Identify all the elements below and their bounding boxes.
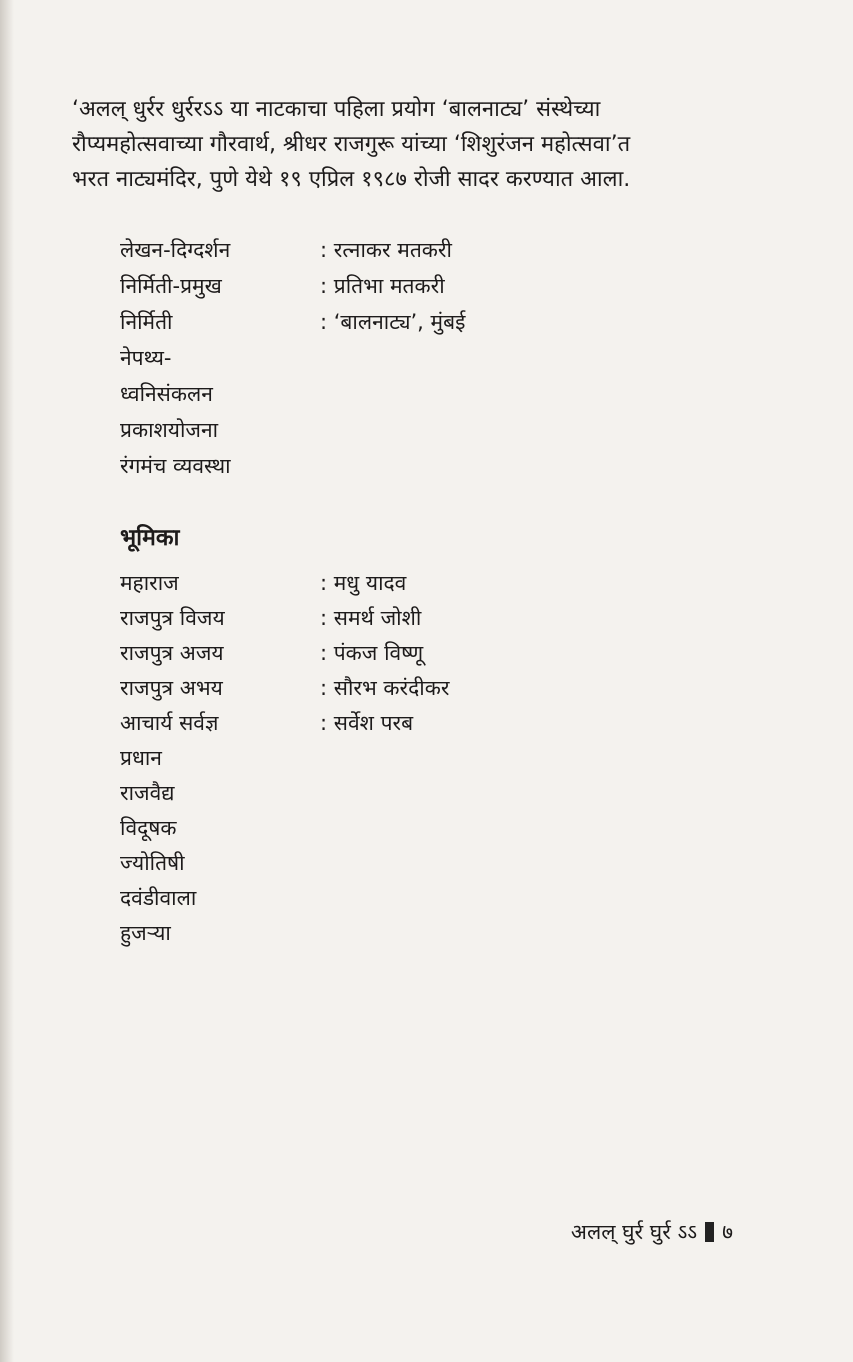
page-edge-shadow bbox=[0, 0, 14, 1362]
credit-row bbox=[120, 304, 720, 340]
credit-row bbox=[120, 376, 720, 412]
cast-row bbox=[120, 776, 720, 811]
cast-list bbox=[120, 566, 720, 951]
cast-row bbox=[120, 741, 720, 776]
cast-role: राजपुत्र विजय bbox=[120, 606, 225, 630]
cast-row bbox=[120, 566, 720, 601]
cast-role: महाराज bbox=[120, 571, 179, 595]
intro-line: ‘अलल् धुर्रर धुर्ररऽऽ या नाटकाचा पहिला प्रयोग ‘बालनाट्य’ संस्थेच्या bbox=[72, 97, 601, 122]
credit-row bbox=[120, 412, 720, 448]
cast-row bbox=[120, 916, 720, 951]
intro-line: रौप्यमहोत्सवाच्या गौरवार्थ, श्रीधर राजगुरू यांच्या ‘शिशुरंजन महोत्सवा’त bbox=[72, 132, 631, 157]
cast-role: विदूषक bbox=[120, 816, 177, 840]
cast-role: राजपुत्र अभय bbox=[120, 676, 223, 700]
cast-role: ज्योतिषी bbox=[120, 851, 185, 875]
cast-heading: भूमिका bbox=[120, 525, 180, 551]
page-number: ७ bbox=[722, 1220, 733, 1244]
cast-role: आचार्य सर्वज्ञ bbox=[120, 711, 219, 735]
credit-label: निर्मिती bbox=[120, 310, 173, 334]
credit-value: : ‘बालनाट्य’, मुंबई bbox=[320, 310, 466, 334]
cast-role: प्रधान bbox=[120, 746, 162, 770]
cast-role: दवंडीवाला bbox=[120, 886, 197, 910]
cast-actor: : समर्थ जोशी bbox=[320, 606, 422, 630]
credit-row bbox=[120, 268, 720, 304]
footer-marker bbox=[705, 1222, 714, 1242]
running-title: अलल् घुर्र घुर्र ऽऽ bbox=[570, 1220, 698, 1244]
credit-row bbox=[120, 448, 720, 484]
credit-value: : प्रतिभा मतकरी bbox=[320, 274, 445, 298]
credits-list bbox=[120, 232, 720, 484]
cast-row bbox=[120, 846, 720, 881]
intro-paragraph bbox=[72, 92, 752, 197]
credit-value: : रत्नाकर मतकरी bbox=[320, 238, 452, 262]
cast-row bbox=[120, 671, 720, 706]
cast-row bbox=[120, 881, 720, 916]
credit-label: लेखन-दिग्दर्शन bbox=[120, 238, 231, 262]
credit-label: निर्मिती-प्रमुख bbox=[120, 274, 222, 298]
credit-row bbox=[120, 232, 720, 268]
page-footer bbox=[571, 1218, 733, 1246]
cast-actor: : सौरभ करंदीकर bbox=[320, 676, 450, 700]
credit-label: रंगमंच व्यवस्था bbox=[120, 454, 231, 478]
cast-role: हुजऱ्या bbox=[120, 921, 171, 945]
cast-role: राजपुत्र अजय bbox=[120, 641, 224, 665]
credit-label: ध्वनिसंकलन bbox=[120, 382, 213, 406]
cast-row bbox=[120, 601, 720, 636]
cast-actor: : मधु यादव bbox=[320, 571, 407, 595]
cast-row bbox=[120, 706, 720, 741]
cast-role: राजवैद्य bbox=[120, 781, 175, 805]
intro-line: भरत नाट्यमंदिर, पुणे येथे १९ एप्रिल १९८७ रोजी सादर करण्यात आला. bbox=[72, 167, 631, 192]
cast-actor: : सर्वेश परब bbox=[320, 711, 414, 735]
credit-label: नेपथ्य- bbox=[120, 346, 172, 370]
credit-label: प्रकाशयोजना bbox=[120, 418, 219, 442]
cast-row bbox=[120, 811, 720, 846]
credit-row bbox=[120, 340, 720, 376]
cast-row bbox=[120, 636, 720, 671]
cast-actor: : पंकज विष्णू bbox=[320, 641, 424, 665]
